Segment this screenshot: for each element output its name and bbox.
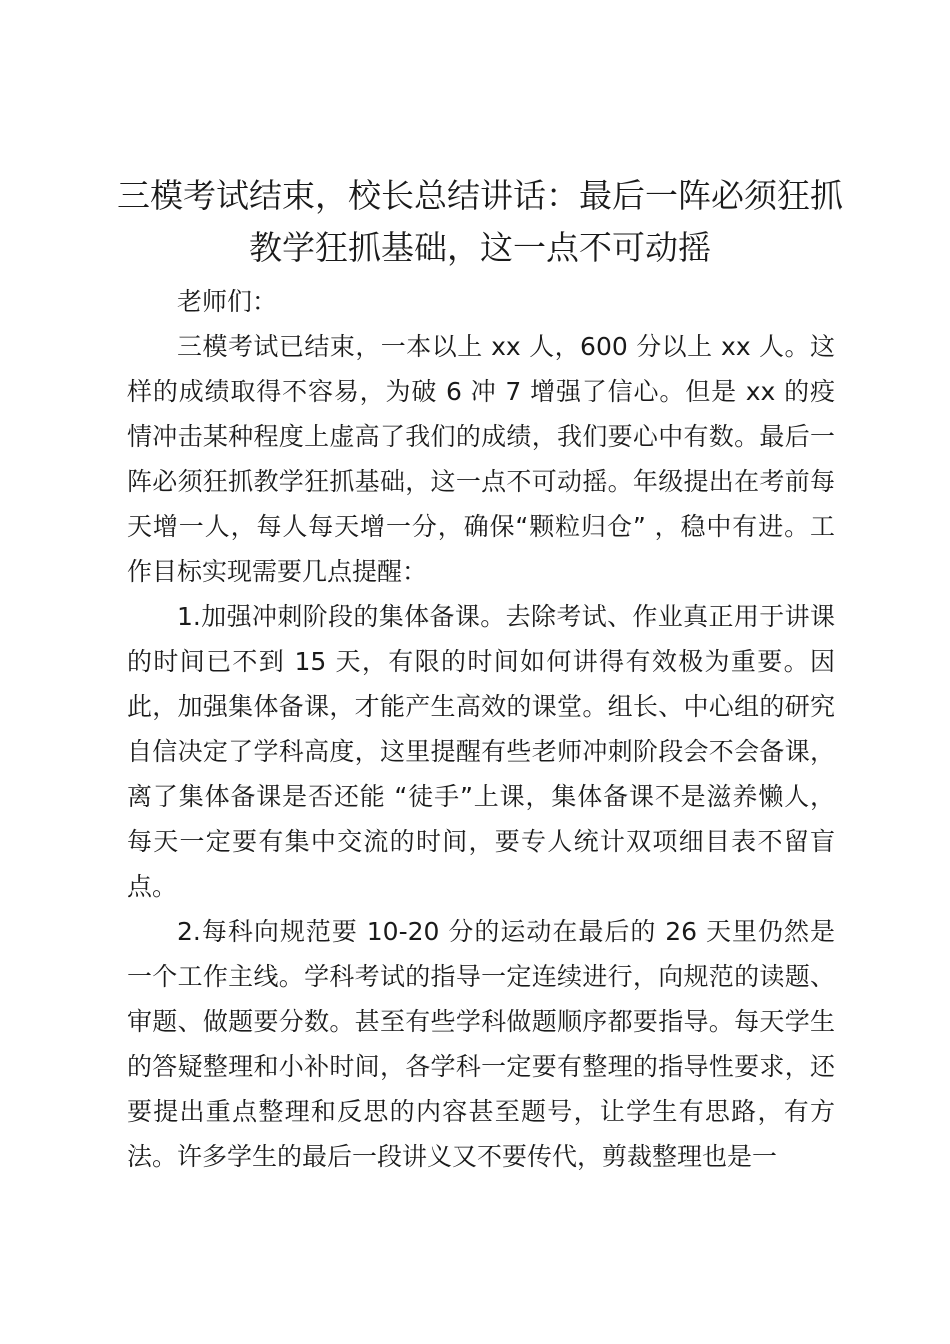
document-body	[127, 279, 835, 1179]
intro-paragraph: 三模考试已结束，一本以上 xx 人，600 分以上 xx 人。这样的成绩取得不容易，为破 6 冲 7 增强了信心。但是 xx 的疫情冲击某种程度上虚高了我们的成绩，我们要心中有数。最后一阵必须狂抓教学狂抓基础，这一点不可动摇。年级提出在考前每天增一人，每人每天增一分，确保“颗粒归仓” ，稳中有进。工作目标实现需要几点提醒：	[127, 332, 835, 586]
point-2-paragraph: 2.每科向规范要 10-20 分的运动在最后的 26 天里仍然是一个工作主线。学科考试的指导一定连续进行，向规范的读题、审题、做题要分数。甚至有些学科做题顺序都要指导。每天学生的答疑整理和小补时间，各学科一定要有整理的指导性要求，还要提出重点整理和反思的内容甚至题号，让学生有思路，有方法。许多学生的最后一段讲义又不要传代，剪裁整理也是一	[127, 917, 835, 1171]
salutation-paragraph: 老师们：	[177, 287, 278, 316]
point-1-paragraph: 1.加强冲刺阶段的集体备课。去除考试、作业真正用于讲课的时间已不到 15 天，有限的时间如何讲得有效极为重要。因此，加强集体备课，才能产生高效的课堂。组长、中心组的研究自信决定了学科高度，这里提醒有些老师冲刺阶段会不会备课，离了集体备课是否还能 “徒手”上课，集体备课不是滋养懒人，每天一定要有集中交流的时间，要专人统计双项细目表不留盲点。	[127, 602, 835, 901]
document-title: 三模考试结束，校长总结讲话：最后一阵必须狂抓教学狂抓基础，这一点不可动摇	[117, 176, 843, 267]
